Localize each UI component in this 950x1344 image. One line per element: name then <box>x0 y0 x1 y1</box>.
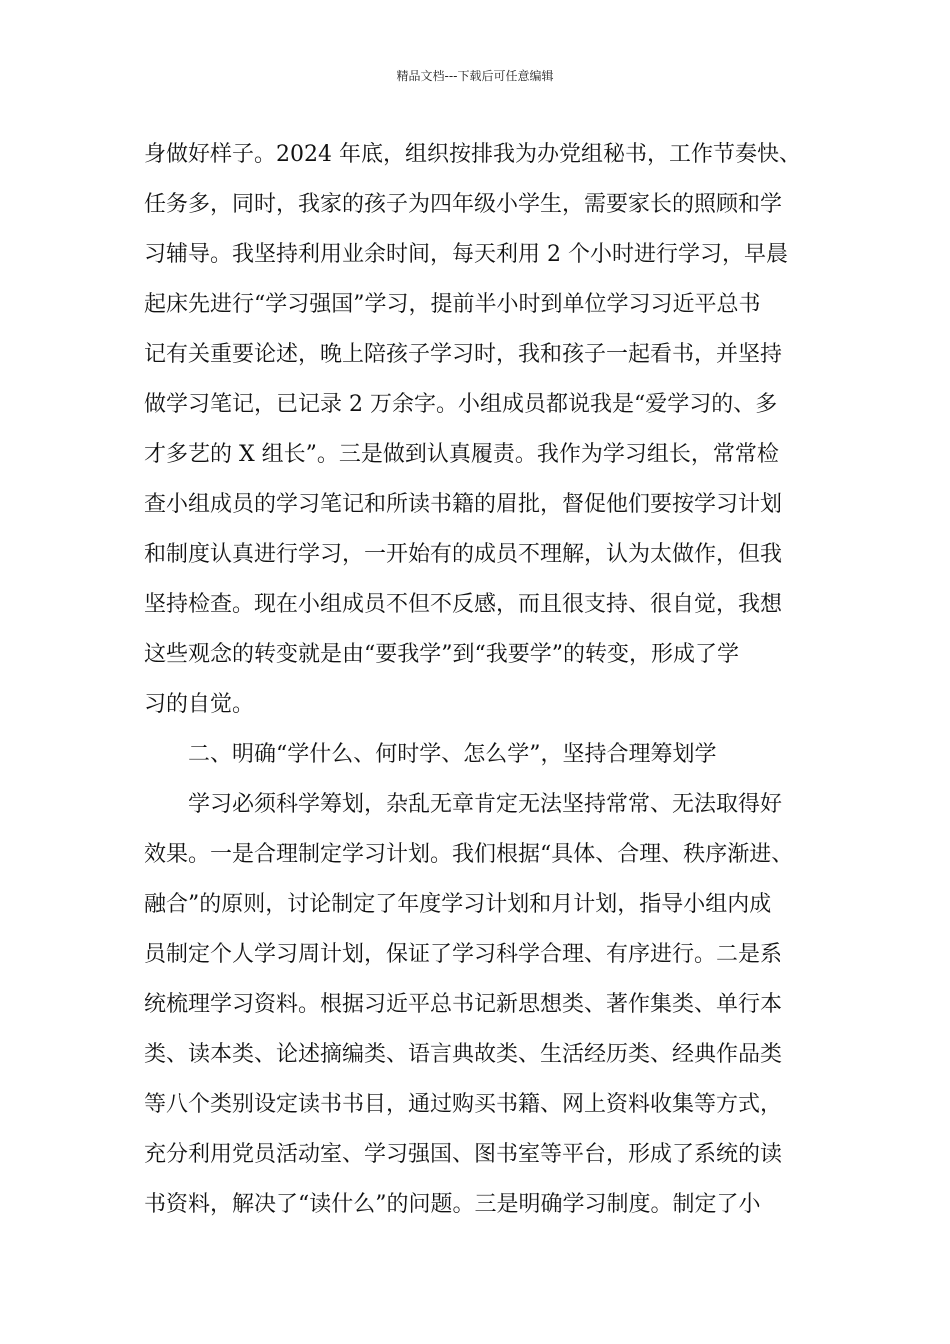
text-line: 等八个类别设定读书书目，通过购买书籍、网上资料收集等方式， <box>144 1092 783 1117</box>
text-line: 习辅导。我坚持利用业余时间，每天利用 2 个小时进行学习，早晨 <box>144 242 788 267</box>
text-line: 习的自觉。 <box>144 692 255 717</box>
text-line: 起床先进行“学习强国”学习，提前半小时到单位学习习近平总书 <box>144 292 761 317</box>
document-body <box>144 130 824 1230</box>
text-line: 充分利用党员活动室、学习强国、图书室等平台，形成了系统的读 <box>144 1142 783 1167</box>
section-heading: 二、明确“学什么、何时学、怎么学”，坚持合理筹划学 <box>144 742 717 767</box>
text-line: 员制定个人学习周计划，保证了学习科学合理、有序进行。二是系 <box>144 942 783 967</box>
text-line: 记有关重要论述，晚上陪孩子学习时，我和孩子一起看书，并坚持 <box>144 342 783 367</box>
text-line: 任务多，同时，我家的孩子为四年级小学生，需要家长的照顾和学 <box>144 192 783 217</box>
text-line: 查小组成员的学习笔记和所读书籍的眉批，督促他们要按学习计划 <box>144 492 783 517</box>
page-header: 精品文档---下载后可任意编辑 <box>396 69 554 83</box>
text-line: 学习必须科学筹划，杂乱无章肯定无法坚持常常、无法取得好 <box>144 792 783 817</box>
text-line: 融合”的原则，讨论制定了年度学习计划和月计划，指导小组内成 <box>144 892 772 917</box>
text-line: 效果。一是合理制定学习计划。我们根据“具体、合理、秩序渐进、 <box>144 842 794 867</box>
text-line: 类、读本类、论述摘编类、语言典故类、生活经历类、经典作品类 <box>144 1042 783 1067</box>
text-line: 身做好样子。2024 年底，组织按排我为办党组秘书，工作节奏快、 <box>144 142 801 167</box>
text-line: 书资料，解决了“读什么”的问题。三是明确学习制度。制定了小 <box>144 1192 761 1217</box>
text-line: 这些观念的转变就是由“要我学”到“我要学”的转变，形成了学 <box>144 642 739 667</box>
text-line: 才多艺的 X 组长”。三是做到认真履责。我作为学习组长，常常检 <box>144 442 779 467</box>
text-line: 坚持检查。现在小组成员不但不反感，而且很支持、很自觉，我想 <box>144 592 783 617</box>
text-line: 做学习笔记，已记录 2 万余字。小组成员都说我是“爱学习的、多 <box>144 392 778 417</box>
text-line: 和制度认真进行学习，一开始有的成员不理解，认为太做作，但我 <box>144 542 783 567</box>
text-line: 统梳理学习资料。根据习近平总书记新思想类、著作集类、单行本 <box>144 992 783 1017</box>
